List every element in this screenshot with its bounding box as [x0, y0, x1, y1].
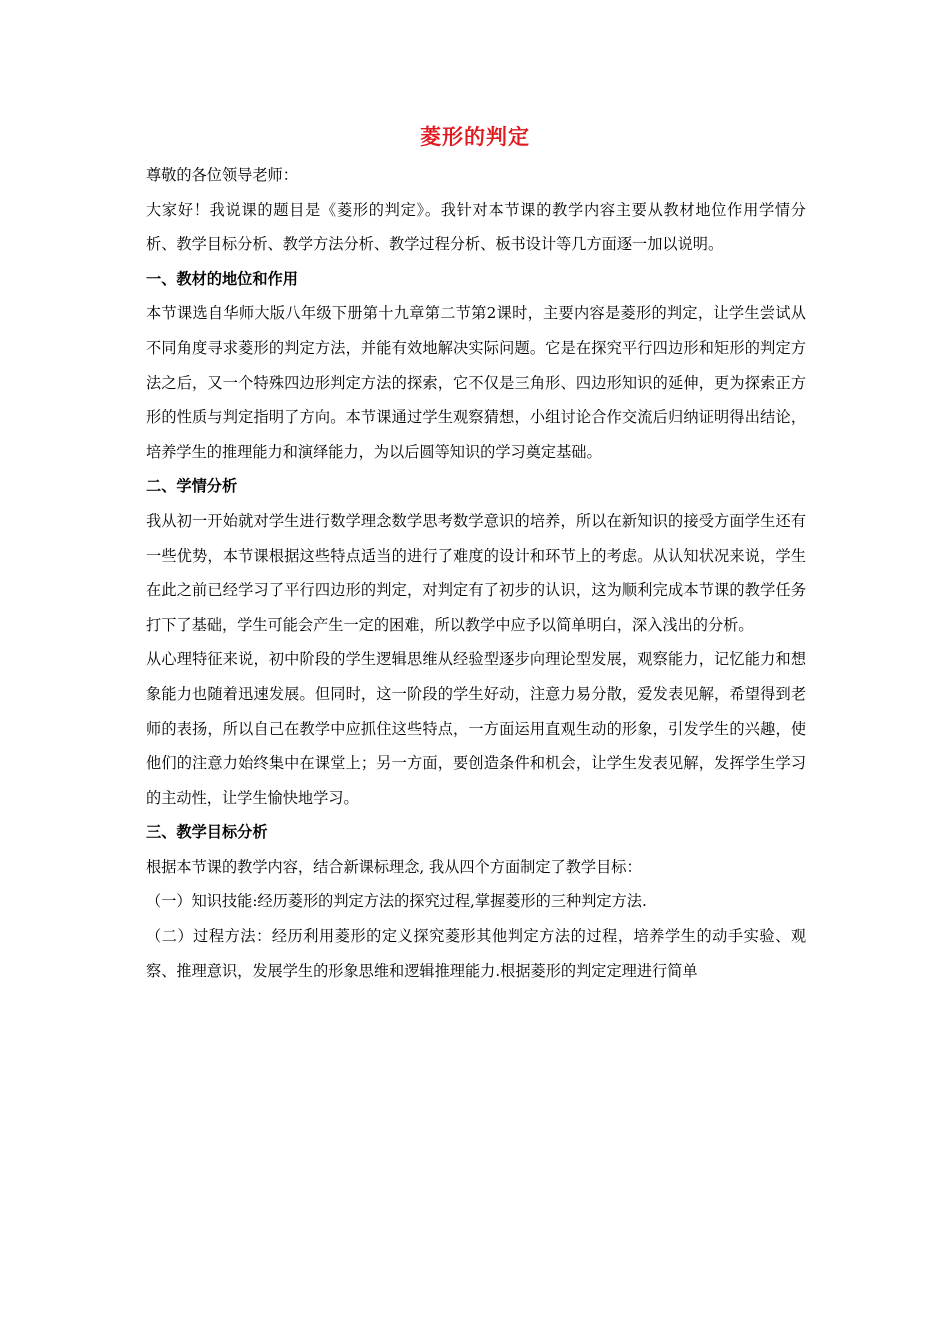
intro-paragraph: 大家好！我说课的题目是《菱形的判定》。我针对本节课的教学内容主要从教材地位作用学情分析、教学目标分析、教学方法分析、教学过程分析、板书设计等几方面逐一加以说明。	[146, 200, 806, 254]
student-analysis-paragraph-1: 我从初一开始就对学生进行数学理念数学思考数学意识的培养，所以在新知识的接受方面学生还有一些优势，本节课根据这些特点适当的进行了难度的设计和环节上的考虑。从认知状况来说，学生在此之前已经学习了平行四边形的判定，对判定有了初步的认识，这为顺利完成本节课的教学任务打下了基础，学生可能会产生一定的困难，所以教学中应予以简单明白，深入浅出的分析。	[146, 511, 806, 634]
section-heading-teaching-goals: 三、教学目标分析	[146, 823, 268, 842]
student-analysis-paragraph-2: 从心理特征来说，初中阶段的学生逻辑思维从经验型逐步向理论型发展，观察能力，记忆能力和想象能力也随着迅速发展。但同时，这一阶段的学生好动，注意力易分散，爱发表见解，希望得到老师的表扬，所以自己在教学中应抓住这些特点，一方面运用直观生动的形象，引发学生的兴趣，使他们的注意力始终集中在课堂上；另一方面，要创造条件和机会，让学生发表见解，发挥学生学习的主动性，让学生愉快地学习。	[146, 650, 806, 807]
document-title: 菱形的判定	[420, 125, 530, 149]
section-heading-student-analysis: 二、学情分析	[146, 477, 238, 496]
teaching-goals-intro: 根据本节课的教学内容，结合新课标理念, 我从四个方面制定了教学目标：	[146, 857, 642, 876]
greeting-paragraph: 尊敬的各位领导老师：	[146, 166, 298, 184]
teaching-goal-knowledge: （一）知识技能:经历菱形的判定方法的探究过程,掌握菱形的三种判定方法.	[146, 892, 647, 911]
document-body	[146, 158, 806, 988]
section-heading-textbook-role: 一、教材的地位和作用	[146, 269, 298, 288]
teaching-goal-process: （二）过程方法：经历利用菱形的定义探究菱形其他判定方法的过程，培养学生的动手实验、观察、推理意识，发展学生的形象思维和逻辑推理能力.根据菱形的判定定理进行简单	[146, 927, 806, 980]
textbook-role-paragraph: 本节课选自华师大版八年级下册第十九章第二节第2课时，主要内容是菱形的判定，让学生尝试从不同角度寻求菱形的判定方法，并能有效地解决实际问题。它是在探究平行四边形和矩形的判定方法之后，又一个特殊四边形判定方法的探索，它不仅是三角形、四边形知识的延伸，更为探索正方形的性质与判定指明了方向。本节课通过学生观察猜想，小组讨论合作交流后归纳证明得出结论，培养学生的推理能力和演绎能力，为以后圆等知识的学习奠定基础。	[146, 304, 806, 461]
